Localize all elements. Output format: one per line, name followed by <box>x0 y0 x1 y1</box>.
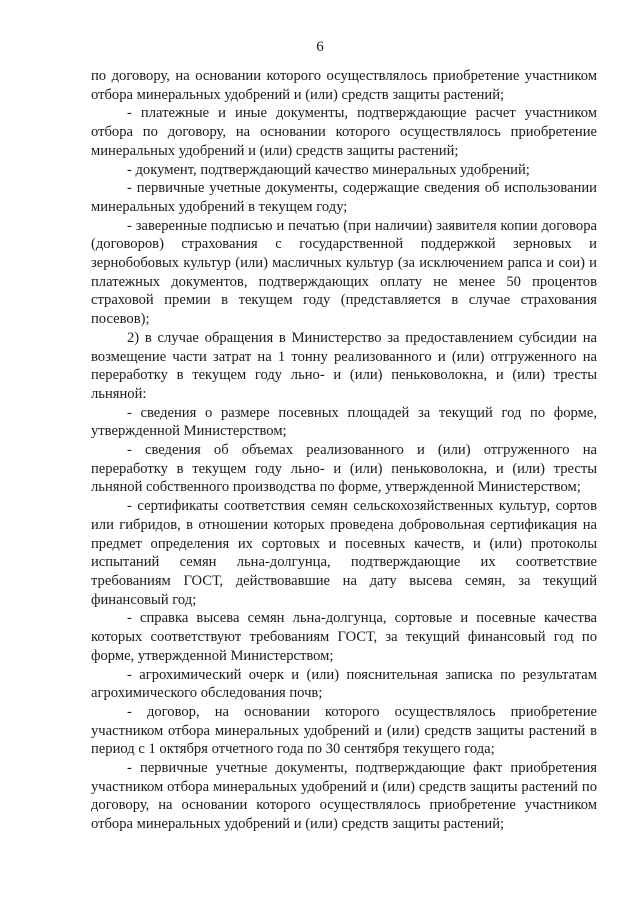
section-2-heading: 2) в случае обращения в Министерство за предоставлением субсидии на возмещение части затрат на 1 тонну реализованного и (или) отгруженного на переработку в текущем году льно- и (или) пеньковолокна, и (или) тресты льняной: <box>91 329 597 402</box>
list-item-fertilizer-usage: - первичные учетные документы, содержащие сведения об использовании минеральных удобрений в текущем году; <box>91 180 597 215</box>
page-number: 6 <box>316 39 324 55</box>
list-item-seed-certificates: - сертификаты соответствия семян сельскохозяйственных культур, сортов или гибридов, в отношении которых проведена добровольная сертификация на предмет определения их сортовых и посевных качеств, и (или) протоколы испытаний семян льна-долгунца, подтверждающие их соответствие требованиям ГОСТ, действовавшие на дату высева семян, за текущий финансовый год; <box>91 498 597 608</box>
list-item-purchase-contract: - договор, на основании которого осуществлялось приобретение участником отбора минеральных удобрений и (или) средств защиты растений в период с 1 октября отчетного года по 30 сентября текущего года; <box>91 703 597 758</box>
list-item-fiber-volumes: - сведения об объемах реализованного и (или) отгруженного на переработку в текущем году льно- и (или) пеньковолокна, и (или) тресты льняной собственного производства по форме, утвержденной Министерством; <box>91 442 597 496</box>
list-item-seeding-certificate: - справка высева семян льна-долгунца, сортовые и посевные качества которых соответствуют требованиям ГОСТ, за текущий финансовый год по форме, утвержденной Министерством; <box>91 610 597 664</box>
list-item-fertilizer-quality: - документ, подтверждающий качество минеральных удобрений; <box>127 161 530 178</box>
list-item-agrochemical-report: - агрохимический очерк и (или) пояснительная записка по результатам агрохимического обследования почв; <box>91 666 597 702</box>
list-item-primary-documents: - первичные учетные документы, подтверждающие факт приобретения участником отбора минеральных удобрений и (или) средств защиты растений по договору, на основании которого осуществлялось приобретение участником отбора минеральных удобрений и (или) средств защиты растений; <box>91 760 597 833</box>
list-item-sown-areas: - сведения о размере посевных площадей за текущий год по форме, утвержденной Министерством; <box>91 404 597 440</box>
list-item-payment-documents: - платежные и иные документы, подтверждающие расчет участником отбора по договору, на основании которого осуществлялось приобретение минеральных удобрений и (или) средств защиты растений; <box>91 105 597 159</box>
paragraph-continuation: по договору, на основании которого осуществлялось приобретение участником отбора минеральных удобрений и (или) средств защиты растений; <box>91 68 597 103</box>
document-body <box>91 67 597 834</box>
list-item-insurance-contracts: - заверенные подписью и печатью (при наличии) заявителя копии договора (договоров) страхования с государственной поддержкой зерновых и зернобобовых культур (или) масличных культур (за исключением рапса и сои) и платежных документов, подтверждающих оплату не менее 50 процентов страховой премии в текущем году (представляется в случае страхования посевов); <box>91 217 597 328</box>
